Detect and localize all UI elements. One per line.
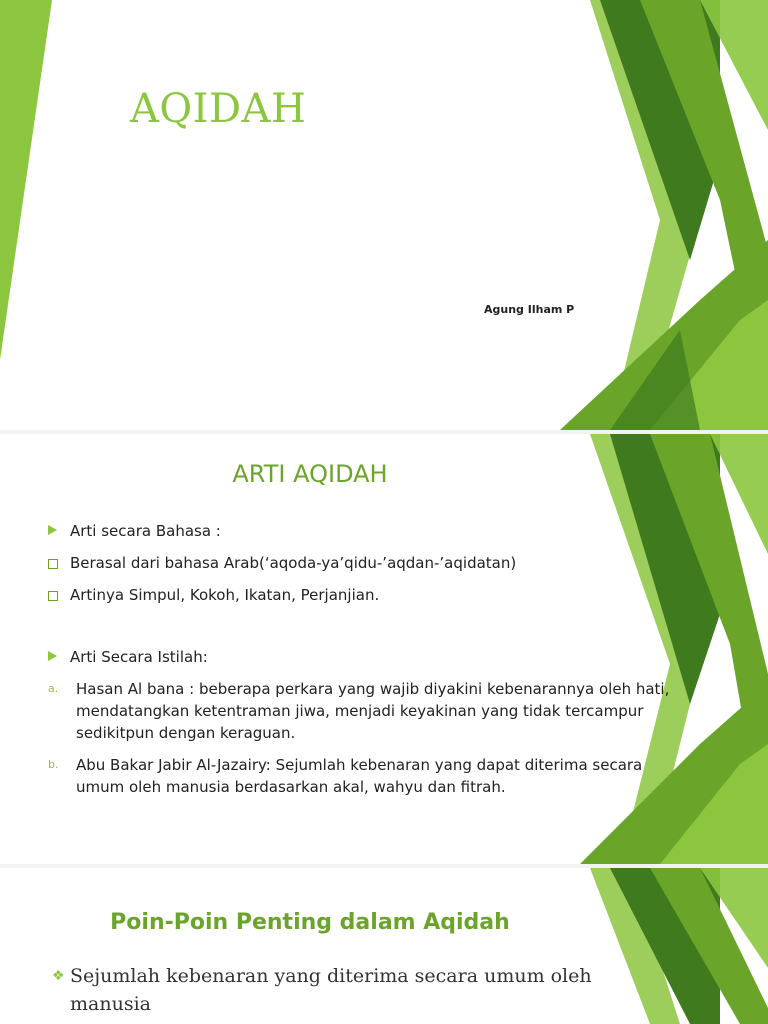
list-marker: a.: [48, 682, 59, 695]
diamond-bullet-icon: ❖: [52, 968, 65, 984]
slide-1: [0, 0, 768, 430]
author-name: Agung Ilham P: [484, 303, 575, 316]
arrow-bullet-icon: [48, 520, 66, 542]
square-bullet-icon: [48, 552, 66, 574]
slide-title: Poin-Poin Penting dalam Aqidah: [110, 910, 510, 935]
slide-1-decoration: [0, 0, 768, 430]
slide-2: ARTI AQIDAH Arti secara Bahasa : Berasal dari bahasa Arab(‘aqoda-ya’qidu-’aqdan-’aqidatan) Artinya Simpul, Kokoh, Ikatan, Perjanjian. Arti Secara Istilah: a. Hasan Al bana : beberapa perkara yang wajib diyakini kebenarannya oleh hati, mendatangkan ketentraman jiwa, menjadi keyakinan yang tidak tercampur sedikitpun dengan keraguan. b. Abu Bakar Jabir Al-Jazairy: Sejumlah kebenaran yang dapat diterima secara umum oleh manusia berdasarkan akal, wahyu dan fitrah.: [0, 434, 768, 864]
list-marker: b.: [48, 758, 59, 771]
slide-3: Poin-Poin Penting dalam Aqidah ❖ Sejumlah kebenaran yang diterima secara umum oleh manusia: [0, 868, 768, 1024]
left-green-triangle: [0, 0, 52, 360]
square-bullet-icon: [48, 584, 66, 606]
slide-title: AQIDAH: [130, 86, 307, 132]
arrow-bullet-icon: [48, 646, 66, 668]
slide-title: ARTI AQIDAH: [232, 460, 388, 488]
